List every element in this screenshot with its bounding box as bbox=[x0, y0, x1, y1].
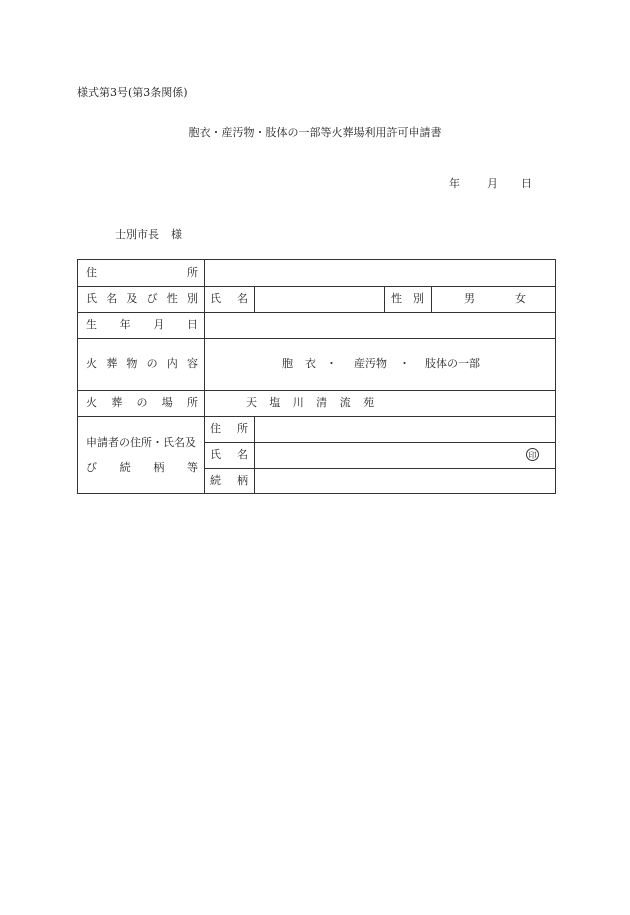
applicant-name-label: 氏 名 bbox=[210, 448, 248, 461]
page-title: 胞衣・産汚物・肢体の一部等火葬場利用許可申請書 bbox=[188, 126, 442, 139]
birthdate-label: 生 年 月 日 bbox=[86, 318, 198, 331]
column-divider bbox=[254, 286, 255, 312]
column-divider bbox=[204, 260, 205, 493]
place-label: 火 葬 の 場 所 bbox=[86, 396, 198, 409]
row-divider bbox=[78, 286, 555, 287]
column-divider bbox=[431, 286, 432, 312]
gender-female-option: 女 bbox=[515, 292, 526, 305]
content-separator: ・ bbox=[326, 357, 337, 370]
date-year-label: 年 bbox=[449, 177, 460, 190]
row-divider bbox=[78, 312, 555, 313]
gender-male-option: 男 bbox=[464, 292, 475, 305]
content-item-waste: 産汚物 bbox=[354, 357, 387, 370]
addressee-suffix: 様 bbox=[171, 228, 182, 241]
row-divider bbox=[78, 416, 555, 417]
applicant-label-line1: 申請者の住所・氏名及 bbox=[86, 436, 196, 449]
column-divider bbox=[254, 416, 255, 493]
gender-label: 性 別 bbox=[391, 292, 424, 305]
row-divider bbox=[78, 338, 555, 339]
row-divider bbox=[78, 390, 555, 391]
column-divider bbox=[384, 286, 385, 312]
addressee-name: 士別市長 bbox=[115, 228, 159, 241]
content-separator: ・ bbox=[399, 357, 410, 370]
application-table bbox=[77, 259, 556, 494]
applicant-address-label: 住 所 bbox=[210, 422, 248, 435]
applicant-label-line2: び 続 柄 等 bbox=[86, 461, 198, 474]
row-divider bbox=[204, 468, 555, 469]
seal-mark: 印 bbox=[526, 448, 539, 461]
form-number: 様式第3号(第3条関係) bbox=[77, 86, 188, 99]
addressee bbox=[115, 228, 182, 242]
name-gender-label: 氏 名 及 び 性 別 bbox=[86, 292, 198, 305]
date-day-label: 日 bbox=[521, 177, 532, 190]
row-divider bbox=[204, 442, 555, 443]
address-label: 住 所 bbox=[86, 266, 198, 279]
place-value: 天 塩 川 清 流 苑 bbox=[246, 396, 374, 409]
applicant-relation-label: 続 柄 bbox=[210, 474, 248, 487]
content-label: 火 葬 物 の 内 容 bbox=[86, 357, 198, 370]
content-item-body-part: 肢体の一部 bbox=[425, 357, 480, 370]
date-month-label: 月 bbox=[487, 177, 498, 190]
name-sub-label: 氏 名 bbox=[210, 292, 248, 305]
content-item-placenta: 胞衣 bbox=[282, 357, 328, 370]
